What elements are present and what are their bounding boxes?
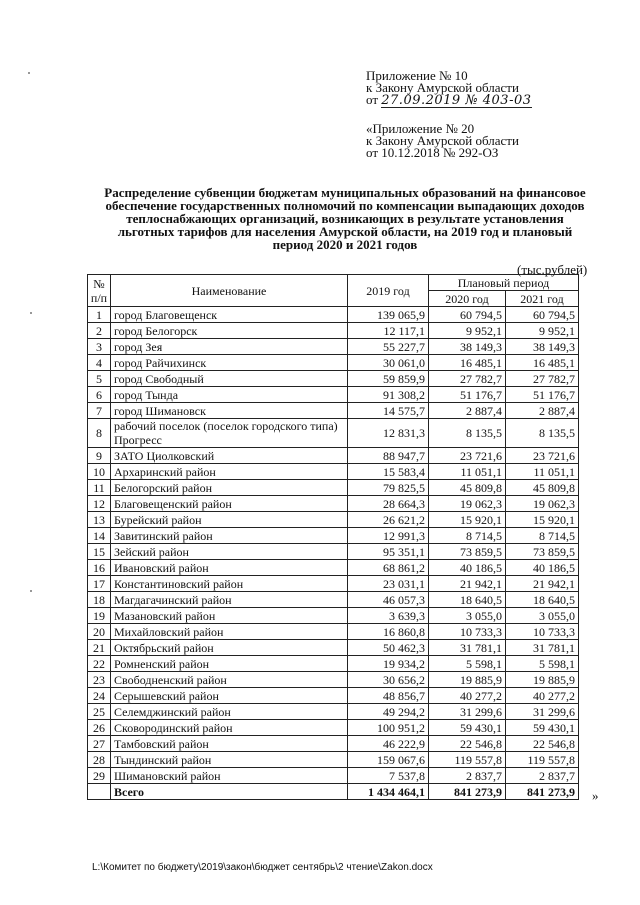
row-name: рабочий поселок (поселок городского типа) Прогресс [111, 419, 348, 448]
row-2021-value: 11 051,1 [506, 464, 579, 480]
table-row [88, 339, 579, 355]
file-path-footer: L:\Комитет по бюджету\2019\закон\бюджет сентябрь\2 чтение\Zakon.docx [92, 862, 433, 873]
row-2021-value: 8 714,5 [506, 528, 579, 544]
table-row [88, 704, 579, 720]
row-2021-value: 31 299,6 [506, 704, 579, 720]
row-2019-value: 12 831,3 [348, 419, 429, 448]
header-2021: 2021 год [506, 291, 579, 307]
row-2020-value: 119 557,8 [429, 752, 506, 768]
row-2020-value: 27 782,7 [429, 371, 506, 387]
appendix-10-block [366, 70, 532, 108]
table-row [88, 768, 579, 784]
scan-dot [30, 590, 32, 592]
row-2019-value: 100 951,2 [348, 720, 429, 736]
row-2020-value: 40 277,2 [429, 688, 506, 704]
header-plan-period: Плановый период [429, 275, 579, 291]
table-row [88, 480, 579, 496]
row-name: Михайловский район [111, 624, 348, 640]
row-number: 26 [88, 720, 111, 736]
row-2020-value: 9 952,1 [429, 323, 506, 339]
subvention-table [87, 274, 579, 800]
row-name: Свободненский район [111, 672, 348, 688]
row-2021-value: 3 055,0 [506, 608, 579, 624]
row-name: Серышевский район [111, 688, 348, 704]
row-2021-value: 31 781,1 [506, 640, 579, 656]
row-2020-value: 5 598,1 [429, 656, 506, 672]
table-row [88, 323, 579, 339]
row-name: Шимановский район [111, 768, 348, 784]
row-name: Ивановский район [111, 560, 348, 576]
row-number: 16 [88, 560, 111, 576]
row-name: Архаринский район [111, 464, 348, 480]
row-2019-value: 30 061,0 [348, 355, 429, 371]
row-2019-value: 95 351,1 [348, 544, 429, 560]
document-title: Распределение субвенции бюджетам муниципальных образований на финансовое обеспечение государственных полномочий по компенсации выпадающих доходов теплоснабжающих организаций, возникающих в результате установления льготных тарифов для населения Амурской области, на 2019 год и плановый период 2020 и 2021 годов [104, 185, 586, 252]
row-2020-value: 73 859,5 [429, 544, 506, 560]
total-2021: 841 273,9 [506, 784, 579, 800]
appendix-20-law: к Закону Амурской области [366, 133, 519, 148]
table-row [88, 752, 579, 768]
row-2021-value: 45 809,8 [506, 480, 579, 496]
row-2021-value: 16 485,1 [506, 355, 579, 371]
table-row [88, 608, 579, 624]
row-2021-value: 23 721,6 [506, 448, 579, 464]
row-number: 27 [88, 736, 111, 752]
row-2020-value: 18 640,5 [429, 592, 506, 608]
row-2020-value: 38 149,3 [429, 339, 506, 355]
row-2020-value: 15 920,1 [429, 512, 506, 528]
table-row [88, 672, 579, 688]
row-number: 12 [88, 496, 111, 512]
row-2021-value: 59 430,1 [506, 720, 579, 736]
row-2019-value: 46 057,3 [348, 592, 429, 608]
table-row [88, 720, 579, 736]
row-2021-value: 27 782,7 [506, 371, 579, 387]
row-number: 24 [88, 688, 111, 704]
row-2019-value: 16 860,8 [348, 624, 429, 640]
row-number: 28 [88, 752, 111, 768]
row-2019-value: 159 067,6 [348, 752, 429, 768]
row-name: Тамбовский район [111, 736, 348, 752]
appendix-20-date: от 10.12.2018 № 292-ОЗ [366, 145, 499, 160]
row-2021-value: 73 859,5 [506, 544, 579, 560]
row-2020-value: 19 062,3 [429, 496, 506, 512]
row-number: 8 [88, 419, 111, 448]
row-2019-value: 26 621,2 [348, 512, 429, 528]
row-name: город Белогорск [111, 323, 348, 339]
row-name: Белогорский район [111, 480, 348, 496]
row-2019-value: 7 537,8 [348, 768, 429, 784]
row-2019-value: 12 991,3 [348, 528, 429, 544]
appendix-20-title: «Приложение № 20 [366, 121, 475, 136]
header-number: № п/п [88, 275, 111, 307]
row-2020-value: 59 430,1 [429, 720, 506, 736]
row-name: Октябрьский район [111, 640, 348, 656]
table-row [88, 592, 579, 608]
header-2020: 2020 год [429, 291, 506, 307]
row-name: Зейский район [111, 544, 348, 560]
row-number: 17 [88, 576, 111, 592]
row-number: 25 [88, 704, 111, 720]
row-2021-value: 5 598,1 [506, 656, 579, 672]
row-2021-value: 22 546,8 [506, 736, 579, 752]
row-name: город Свободный [111, 371, 348, 387]
row-2020-value: 40 186,5 [429, 560, 506, 576]
row-number: 18 [88, 592, 111, 608]
row-2020-value: 51 176,7 [429, 387, 506, 403]
row-2019-value: 12 117,1 [348, 323, 429, 339]
row-2021-value: 2 837,7 [506, 768, 579, 784]
row-2020-value: 10 733,3 [429, 624, 506, 640]
table-row [88, 656, 579, 672]
row-2019-value: 3 639,3 [348, 608, 429, 624]
row-number: 9 [88, 448, 111, 464]
row-2021-value: 10 733,3 [506, 624, 579, 640]
table-row [88, 576, 579, 592]
row-number: 2 [88, 323, 111, 339]
row-2020-value: 16 485,1 [429, 355, 506, 371]
row-2020-value: 2 887,4 [429, 403, 506, 419]
appendix-10-date [366, 94, 532, 108]
closing-quote: » [592, 788, 599, 803]
total-2020: 841 273,9 [429, 784, 506, 800]
row-2019-value: 55 227,7 [348, 339, 429, 355]
row-2020-value: 2 837,7 [429, 768, 506, 784]
row-2019-value: 88 947,7 [348, 448, 429, 464]
row-name: город Шимановск [111, 403, 348, 419]
handwritten-date-number: 27.09.2019 № 403-03 [381, 93, 532, 108]
total-number [88, 784, 111, 800]
row-2019-value: 49 294,2 [348, 704, 429, 720]
row-2020-value: 3 055,0 [429, 608, 506, 624]
scan-dot [30, 312, 32, 314]
row-name: Бурейский район [111, 512, 348, 528]
appendix-10-law: к Закону Амурской области [366, 80, 519, 95]
row-2020-value: 8 135,5 [429, 419, 506, 448]
table-body [88, 307, 579, 800]
header-2019: 2019 год [348, 275, 429, 307]
appendix-10-title: Приложение № 10 [366, 68, 468, 83]
table-row [88, 496, 579, 512]
row-number: 11 [88, 480, 111, 496]
row-number: 29 [88, 768, 111, 784]
row-2019-value: 48 856,7 [348, 688, 429, 704]
row-2020-value: 45 809,8 [429, 480, 506, 496]
row-2019-value: 139 065,9 [348, 307, 429, 323]
row-name: город Тында [111, 387, 348, 403]
row-2020-value: 23 721,6 [429, 448, 506, 464]
row-name: Тындинский район [111, 752, 348, 768]
row-name: Селемджинский район [111, 704, 348, 720]
row-number: 20 [88, 624, 111, 640]
row-2019-value: 23 031,1 [348, 576, 429, 592]
row-2019-value: 19 934,2 [348, 656, 429, 672]
row-number: 19 [88, 608, 111, 624]
row-2021-value: 40 186,5 [506, 560, 579, 576]
row-number: 15 [88, 544, 111, 560]
table-row [88, 640, 579, 656]
row-number: 23 [88, 672, 111, 688]
row-number: 4 [88, 355, 111, 371]
row-2021-value: 119 557,8 [506, 752, 579, 768]
row-number: 3 [88, 339, 111, 355]
row-number: 22 [88, 656, 111, 672]
row-2021-value: 9 952,1 [506, 323, 579, 339]
row-2021-value: 51 176,7 [506, 387, 579, 403]
row-2021-value: 18 640,5 [506, 592, 579, 608]
table-row [88, 544, 579, 560]
total-label: Всего [111, 784, 348, 800]
row-name: Константиновский район [111, 576, 348, 592]
row-2019-value: 91 308,2 [348, 387, 429, 403]
table-row [88, 355, 579, 371]
scan-dot [28, 72, 30, 74]
table-row [88, 371, 579, 387]
table-row [88, 307, 579, 323]
table-row [88, 387, 579, 403]
row-2019-value: 79 825,5 [348, 480, 429, 496]
table-row [88, 624, 579, 640]
table-header-row [88, 275, 579, 291]
table-row [88, 560, 579, 576]
row-number: 14 [88, 528, 111, 544]
row-2019-value: 30 656,2 [348, 672, 429, 688]
row-2019-value: 50 462,3 [348, 640, 429, 656]
row-2020-value: 31 299,6 [429, 704, 506, 720]
row-name: ЗАТО Циолковский [111, 448, 348, 464]
header-name: Наименование [111, 275, 348, 307]
row-2020-value: 8 714,5 [429, 528, 506, 544]
row-number: 13 [88, 512, 111, 528]
units-label: (тыс.рублей) [517, 262, 588, 277]
row-2021-value: 60 794,5 [506, 307, 579, 323]
row-2020-value: 19 885,9 [429, 672, 506, 688]
row-name: город Зея [111, 339, 348, 355]
table-row [88, 736, 579, 752]
row-name: Завитинский район [111, 528, 348, 544]
row-number: 5 [88, 371, 111, 387]
row-2019-value: 14 575,7 [348, 403, 429, 419]
table-row [88, 512, 579, 528]
row-2021-value: 8 135,5 [506, 419, 579, 448]
row-2021-value: 38 149,3 [506, 339, 579, 355]
row-2020-value: 22 546,8 [429, 736, 506, 752]
row-2020-value: 11 051,1 [429, 464, 506, 480]
row-name: город Благовещенск [111, 307, 348, 323]
row-2020-value: 21 942,1 [429, 576, 506, 592]
date-prefix: от [366, 92, 379, 107]
row-2019-value: 68 861,2 [348, 560, 429, 576]
row-number: 6 [88, 387, 111, 403]
row-2021-value: 19 885,9 [506, 672, 579, 688]
table-row [88, 403, 579, 419]
total-2019: 1 434 464,1 [348, 784, 429, 800]
appendix-20-block [366, 123, 519, 159]
table-row [88, 419, 579, 448]
row-2021-value: 2 887,4 [506, 403, 579, 419]
row-2021-value: 15 920,1 [506, 512, 579, 528]
row-name: Ромненский район [111, 656, 348, 672]
row-name: город Райчихинск [111, 355, 348, 371]
row-name: Сковородинский район [111, 720, 348, 736]
row-2021-value: 19 062,3 [506, 496, 579, 512]
row-number: 21 [88, 640, 111, 656]
row-2020-value: 60 794,5 [429, 307, 506, 323]
row-2019-value: 59 859,9 [348, 371, 429, 387]
row-name: Благовещенский район [111, 496, 348, 512]
table-row [88, 528, 579, 544]
table-row [88, 448, 579, 464]
total-row [88, 784, 579, 800]
row-number: 7 [88, 403, 111, 419]
table-row [88, 464, 579, 480]
row-number: 10 [88, 464, 111, 480]
row-number: 1 [88, 307, 111, 323]
row-name: Мазановский район [111, 608, 348, 624]
row-2020-value: 31 781,1 [429, 640, 506, 656]
row-2021-value: 21 942,1 [506, 576, 579, 592]
row-2021-value: 40 277,2 [506, 688, 579, 704]
row-2019-value: 15 583,4 [348, 464, 429, 480]
row-name: Магдагачинский район [111, 592, 348, 608]
table-row [88, 688, 579, 704]
row-2019-value: 46 222,9 [348, 736, 429, 752]
row-2019-value: 28 664,3 [348, 496, 429, 512]
